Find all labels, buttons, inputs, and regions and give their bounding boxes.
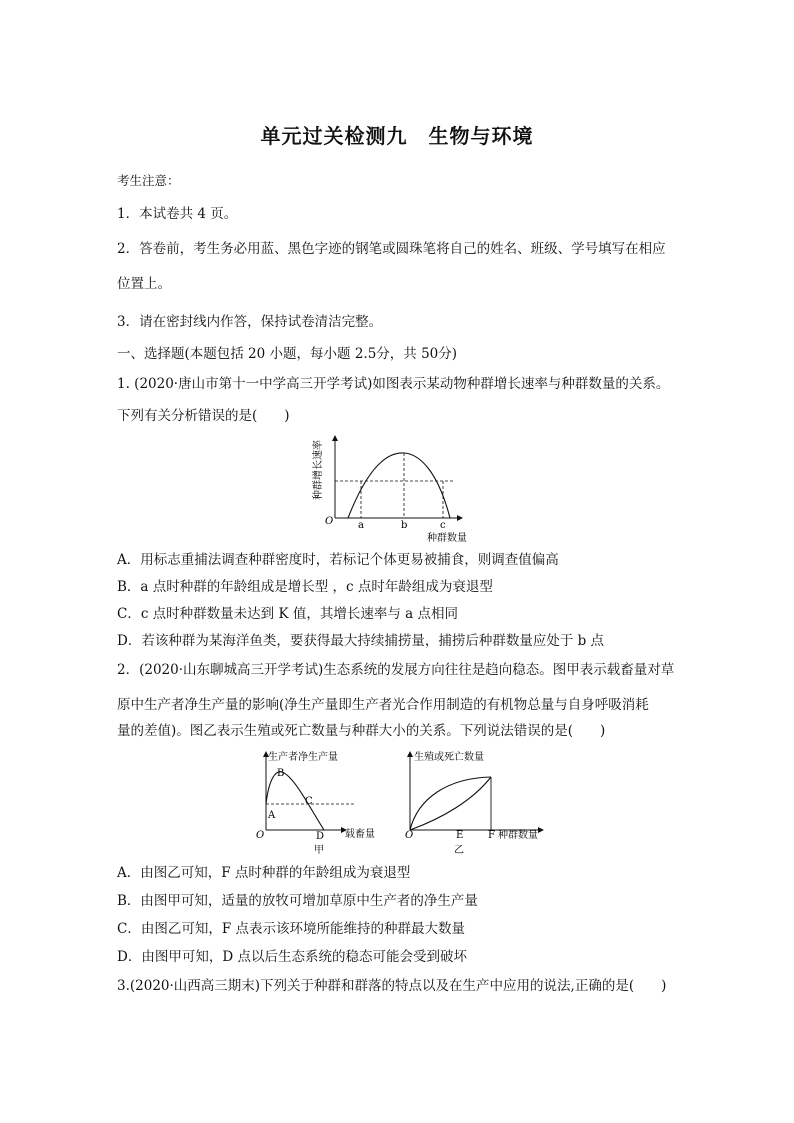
q1-fig-ylabel: 种群增长速率: [313, 440, 324, 500]
q2-jia-point-a: A: [268, 810, 276, 821]
q1-option-b: B．a 点时种群的年龄组成是增长型 ，c 点时年龄组成为衰退型: [117, 579, 493, 595]
q1-fig-tick-b: b: [401, 520, 408, 531]
q2-option-d: D．由图甲可知，D 点以后生态系统的稳态可能会受到破坏: [117, 949, 467, 965]
q2-jia-caption: 甲: [314, 845, 324, 856]
q1-option-d: D．若该种群为某海洋鱼类，要获得最大持续捕捞量，捕捞后种群数量应处于 b 点: [117, 633, 605, 649]
q2-option-a: A．由图乙可知，F 点时种群的年龄组成为衰退型: [117, 865, 411, 881]
q1-figure: [310, 432, 475, 544]
notice-item-3: 3．请在密封线内作答，保持试卷清洁完整。: [117, 314, 383, 330]
q2-option-b: B．由图甲可知，适量的放牧可增加草原中生产者的净生产量: [117, 893, 478, 909]
q1-fig-tick-c: c: [440, 520, 446, 531]
q2-jia-point-d: D: [316, 831, 325, 842]
q2-yi-point-e: E: [456, 830, 464, 841]
notice-item-2-cont: 位置上。: [117, 276, 171, 292]
q2-yi-point-f: F: [488, 830, 495, 841]
q2-figure-yi: [398, 748, 546, 856]
q2-jia-ylabel: 生产者净生产量: [268, 752, 338, 763]
q1-fig-tick-a: a: [358, 520, 364, 531]
q1-option-a: A．用标志重捕法调查种群密度时，若标记个体更易被捕食，则调查值偏高: [117, 552, 559, 568]
q2-option-c: C．由图乙可知，F 点表示该环境所能维持的种群最大数量: [117, 921, 465, 937]
q2-jia-origin: O: [256, 830, 265, 841]
q2-figure-jia: [254, 748, 394, 856]
q3-stem-line-1: 3.(2020·山西高三期末)下列关于种群和群落的特点以及在生产中应用的说法,正确的是( ): [117, 978, 667, 994]
q2-jia-point-b: B: [277, 768, 285, 779]
notice-item-1: 1．本试卷共 4 页。: [117, 206, 238, 222]
q2-yi-caption: 乙: [454, 845, 464, 856]
q2-stem-line-2: 原中生产者净生产量的影响(净生产量即生产者光合作用制造的有机物总量与自身呼吸消耗: [117, 697, 649, 713]
section-heading: 一、选择题(本题包括 20 小题，每小题 2.5分，共 50分): [117, 346, 458, 362]
q2-stem-line-1: 2．(2020·山东聊城高三开学考试)生态系统的发展方向往往是趋向稳态。图甲表示载畜量对草: [117, 662, 675, 678]
q1-fig-xlabel: 种群数量: [427, 533, 467, 544]
q2-jia-xlabel: 载畜量: [345, 829, 375, 840]
q2-stem-line-3: 量的差值)。图乙表示生殖或死亡数量与种群大小的关系。下列说法错误的是( ): [117, 723, 606, 739]
q1-stem-line-2: 下列有关分析错误的是( ): [117, 408, 290, 424]
q2-jia-point-c: C: [305, 796, 313, 807]
q1-stem-line-1: 1. (2020·唐山市第十一中学高三开学考试)如图表示某动物种群增长速率与种群数量的关系。: [117, 376, 670, 392]
q2-yi-ylabel: 生殖或死亡数量: [414, 752, 484, 763]
q2-yi-xlabel: 种群数量: [498, 830, 538, 841]
page-title: 单元过关检测九 生物与环境: [260, 124, 534, 148]
q1-fig-origin: O: [325, 516, 334, 527]
notice-heading: 考生注意：: [117, 173, 180, 188]
notice-item-2: 2．答卷前，考生务必用蓝、黑色字迹的钢笔或圆珠笔将自己的姓名、班级、学号填写在相应: [117, 241, 666, 257]
q1-option-c: C．c 点时种群数量未达到 K 值，其增长速率与 a 点相同: [117, 606, 458, 622]
q2-yi-origin: O: [405, 830, 414, 841]
